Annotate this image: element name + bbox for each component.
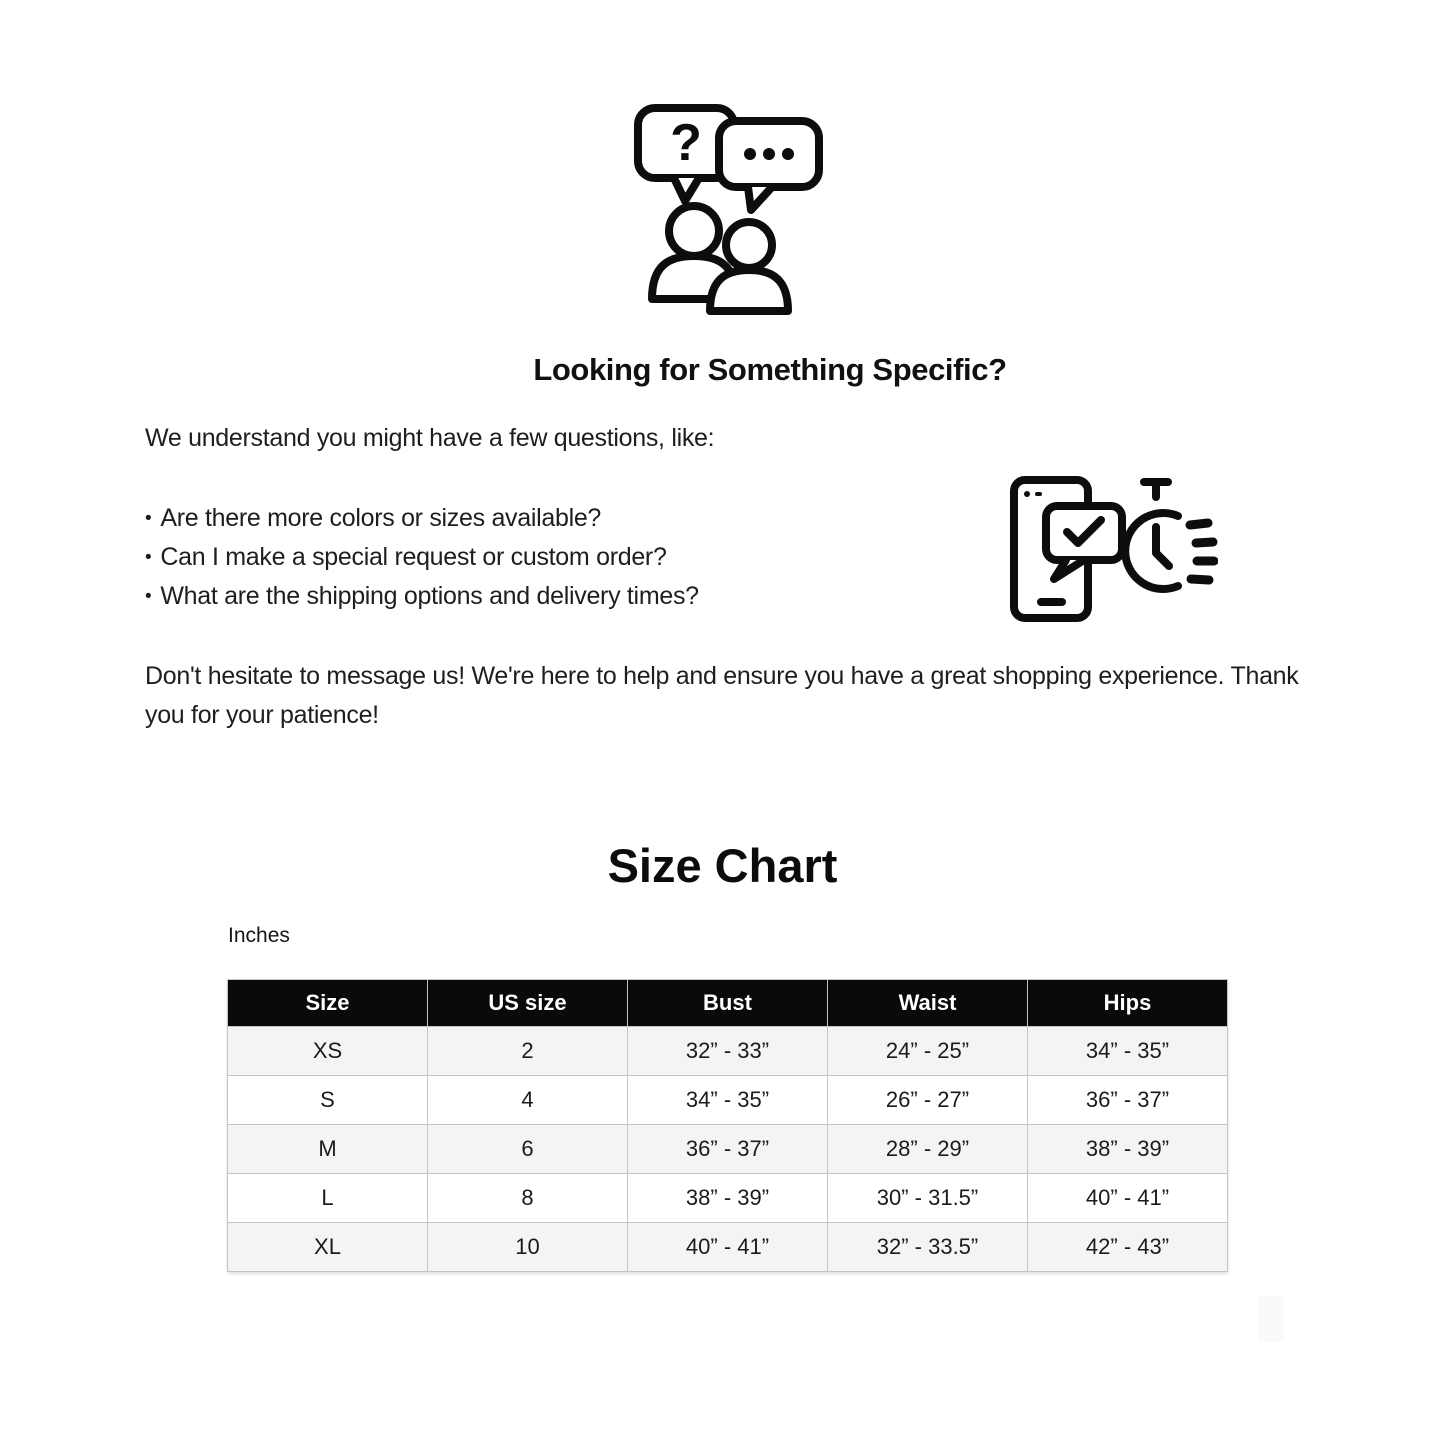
question-list [145, 499, 699, 616]
cell-hips: 38” - 39” [1028, 1125, 1228, 1174]
cell-waist: 30” - 31.5” [828, 1174, 1028, 1223]
outro-text: Don't hesitate to message us! We're here to help and ensure you have a great shopping experience. Thank you for your patience! [145, 662, 1299, 729]
header-row [228, 980, 1228, 1027]
cell-us-size: 4 [428, 1076, 628, 1125]
page-title: Looking for Something Specific? [533, 352, 1007, 387]
question-item [145, 538, 699, 577]
table-row-xs [228, 1027, 1228, 1076]
question-text: Are there more colors or sizes available? [160, 504, 602, 532]
column-header-hips: Hips [1028, 980, 1228, 1027]
table-row-m [228, 1125, 1228, 1174]
table-row-s [228, 1076, 1228, 1125]
table-row-xl [228, 1223, 1228, 1272]
cell-us-size: 2 [428, 1027, 628, 1076]
cell-bust: 34” - 35” [628, 1076, 828, 1125]
question-answer-chat-icon [622, 94, 827, 319]
cell-hips: 42” - 43” [1028, 1223, 1228, 1272]
question-item [145, 577, 699, 616]
question-answer-chat-icon-svg [622, 94, 827, 319]
faint-watermark [1258, 1296, 1284, 1342]
cell-bust: 32” - 33” [628, 1027, 828, 1076]
question-mark-glyph: ? [670, 114, 702, 172]
cell-waist: 28” - 29” [828, 1125, 1028, 1174]
cell-size: XL [228, 1223, 428, 1272]
cell-waist: 26” - 27” [828, 1076, 1028, 1125]
column-header-us-size: US size [428, 980, 628, 1027]
size-chart-body [228, 1027, 1228, 1272]
cell-bust: 38” - 39” [628, 1174, 828, 1223]
cell-size: S [228, 1076, 428, 1125]
cell-size: XS [228, 1027, 428, 1076]
cell-waist: 24” - 25” [828, 1027, 1028, 1076]
size-chart-title: Size Chart [607, 839, 838, 892]
cell-size: L [228, 1174, 428, 1223]
units-label: Inches [228, 924, 290, 947]
bullet-marker: • [145, 508, 152, 529]
size-chart-table [227, 979, 1228, 1272]
cell-us-size: 6 [428, 1125, 628, 1174]
cell-hips: 34” - 35” [1028, 1027, 1228, 1076]
question-text: Can I make a special request or custom order? [160, 543, 667, 571]
bullet-marker: • [145, 586, 152, 607]
table-row-l [228, 1174, 1228, 1223]
cell-hips: 36” - 37” [1028, 1076, 1228, 1125]
cell-us-size: 10 [428, 1223, 628, 1272]
fast-reply-phone-icon-svg [1006, 473, 1218, 625]
cell-size: M [228, 1125, 428, 1174]
cell-bust: 36” - 37” [628, 1125, 828, 1174]
question-text: What are the shipping options and delivery times? [160, 582, 699, 610]
column-header-size: Size [228, 980, 428, 1027]
bullet-marker: • [145, 547, 152, 568]
cell-bust: 40” - 41” [628, 1223, 828, 1272]
size-chart-header [228, 980, 1228, 1027]
cell-waist: 32” - 33.5” [828, 1223, 1028, 1272]
intro-text: We understand you might have a few questions, like: [145, 424, 715, 452]
cell-us-size: 8 [428, 1174, 628, 1223]
column-header-waist: Waist [828, 980, 1028, 1027]
question-item [145, 499, 699, 538]
cell-hips: 40” - 41” [1028, 1174, 1228, 1223]
fast-reply-phone-icon [1006, 473, 1218, 625]
column-header-bust: Bust [628, 980, 828, 1027]
